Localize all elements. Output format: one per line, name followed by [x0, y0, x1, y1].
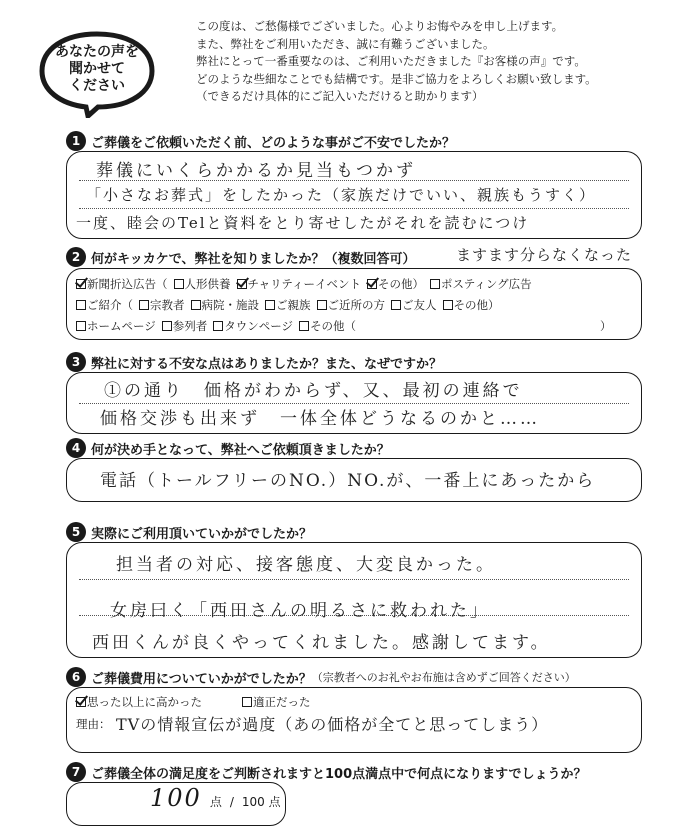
- checkbox-label: ご近所の方: [327, 298, 385, 312]
- score-display: [150, 784, 281, 812]
- score-unit: 点: [209, 795, 222, 809]
- checkbox-other-2[interactable]: [443, 297, 500, 313]
- score-slash: /: [229, 795, 234, 809]
- handwritten-reason: TVの情報宣伝が過度（あの価格が全てと思ってしまう）: [116, 715, 549, 734]
- bubble-text: [38, 44, 156, 95]
- checkbox-neighbors[interactable]: [317, 297, 386, 313]
- checkbox-label: ホームページ: [87, 319, 156, 333]
- checkbox-unchecked[interactable]: [213, 321, 223, 331]
- checkbox-clergy[interactable]: [139, 297, 185, 313]
- checkbox-unchecked[interactable]: [443, 300, 453, 310]
- intro-line: この度は、ご愁傷様でございました。心よりお悔やみを申し上げます。: [196, 19, 564, 33]
- bubble-line-1: あなたの声を: [55, 44, 139, 60]
- question-number: 1: [66, 131, 86, 151]
- checkbox-relatives[interactable]: [265, 297, 311, 313]
- question-2-heading: [66, 247, 415, 267]
- checkbox-doll-memorial[interactable]: [174, 276, 231, 292]
- checkbox-townpage[interactable]: [213, 318, 293, 334]
- close-paren: ）: [600, 319, 612, 333]
- checkbox-newspaper[interactable]: [76, 276, 168, 292]
- handwritten-answer: ①の通り 価格がわからず、又、最初の連絡で: [104, 381, 523, 401]
- checkbox-label: その他（: [310, 319, 357, 333]
- intro-line: また、弊社をご利用いただき、誠に有難うございました。: [196, 36, 495, 51]
- checkbox-row-2: [76, 297, 506, 313]
- checkbox-unchecked[interactable]: [265, 300, 275, 310]
- handwritten-answer: 葬儀にいくらかかるか見当もつかず: [96, 161, 416, 181]
- checkbox-other-3[interactable]: [299, 318, 356, 334]
- checkbox-unchecked[interactable]: [139, 300, 149, 310]
- question-number: 3: [66, 352, 86, 372]
- checkbox-label: タウンページ: [224, 319, 294, 333]
- checkbox-charity-event[interactable]: [237, 276, 362, 292]
- checkbox-unchecked[interactable]: [430, 279, 440, 289]
- bubble-line-2: 聞かせて: [69, 61, 125, 77]
- checkbox-label: 病院・施設: [201, 298, 259, 312]
- handwritten-score: 100: [150, 784, 202, 812]
- question-6-heading: [66, 667, 576, 687]
- checkbox-label: 人形供養: [184, 277, 231, 291]
- checkbox-label: その他）: [453, 298, 500, 312]
- reason-label: 理由：: [76, 717, 111, 731]
- checkbox-label: ご友人: [402, 298, 437, 312]
- checkbox-checked[interactable]: [367, 279, 377, 289]
- question-7-text: ご葬儀全体の満足度をご判断されますと100点満点中で何点になりますでしょうか？: [91, 766, 587, 782]
- intro-line: どのような些細なことでも結構です。是非ご協力をよろしくお願い致します。: [196, 71, 597, 86]
- checkbox-checked[interactable]: [237, 279, 247, 289]
- checkbox-row-1: [76, 276, 538, 292]
- question-5-text: 実際にご利用頂いていかがでしたか？: [91, 526, 313, 542]
- checkbox-label: チャリティーイベント: [247, 277, 362, 291]
- checkbox-label: 参列者: [172, 319, 208, 333]
- question-6-text: ご葬儀費用についていかがでしたか？: [91, 671, 312, 687]
- question-1-text: ご葬儀をご依頼いただく前、どのような事がご不安でしたか？: [91, 135, 456, 151]
- handwritten-answer: 女房曰く「西田さんの明るさに救われた」: [110, 601, 490, 621]
- ruled-line: [79, 208, 629, 209]
- checkbox-too-expensive[interactable]: [76, 694, 202, 710]
- ruled-line: [79, 579, 629, 580]
- question-3-heading: [66, 352, 442, 372]
- question-6-note: （宗教者へのお礼やお布施は含めずご回答ください）: [311, 671, 576, 684]
- checkbox-unchecked[interactable]: [174, 279, 184, 289]
- checkbox-attendee[interactable]: [162, 318, 208, 334]
- handwritten-answer: 一度、睦会のTelと資料をとり寄せしたがそれを読むにつけ: [76, 214, 530, 232]
- question-4-heading: [66, 438, 390, 458]
- intro-line: （できるだけ具体的にご記入いただけると助かります）: [196, 89, 484, 103]
- question-number: 2: [66, 247, 86, 267]
- checkbox-checked[interactable]: [76, 279, 86, 289]
- intro-text: [196, 18, 666, 106]
- intro-line: 弊社にとって一番重要なのは、ご利用いただきました『お客様の声』です。: [196, 54, 586, 68]
- checkbox-unchecked[interactable]: [317, 300, 327, 310]
- checkbox-unchecked[interactable]: [242, 697, 252, 707]
- checkbox-label: ご親族: [276, 298, 311, 312]
- question-3-text: 弊社に対する不安な点はありましたか？また、なぜですか？: [91, 356, 443, 372]
- checkbox-checked[interactable]: [76, 697, 86, 707]
- checkbox-label: 適正だった: [253, 695, 311, 709]
- question-number: 6: [66, 667, 86, 687]
- checkbox-unchecked[interactable]: [299, 321, 309, 331]
- bubble-line-3: ください: [69, 78, 125, 94]
- checkbox-friends[interactable]: [391, 297, 437, 313]
- checkbox-label: ポスティング広告: [441, 277, 532, 291]
- question-2-text: 何がキッカケで、弊社を知りましたか？（複数回答可）: [91, 251, 416, 267]
- handwritten-answer: 「小さなお葬式」をしたかった（家族だけでいい、親族もうすく）: [86, 186, 597, 204]
- checkbox-posting-ad[interactable]: [430, 276, 532, 292]
- question-number: 4: [66, 438, 86, 458]
- handwritten-answer: 価格交渉も出来ず 一体全体どうなるのかと……: [100, 409, 540, 429]
- checkbox-unchecked[interactable]: [391, 300, 401, 310]
- checkbox-homepage[interactable]: [76, 318, 156, 334]
- checkbox-label: 宗教者: [150, 298, 185, 312]
- checkbox-appropriate[interactable]: [242, 694, 311, 710]
- checkbox-label: 新聞折込広告（: [87, 277, 168, 291]
- checkbox-unchecked[interactable]: [191, 300, 201, 310]
- question-1-heading: [66, 131, 455, 151]
- checkbox-row-cost: [76, 694, 317, 710]
- question-number: 7: [66, 762, 86, 782]
- checkbox-label: ご紹介（: [87, 298, 133, 312]
- score-max: 100 点: [241, 795, 281, 809]
- checkbox-other-1[interactable]: [367, 276, 424, 292]
- checkbox-row-3: [76, 318, 362, 334]
- handwritten-answer: 担当者の対応、接客態度、大変良かった。: [116, 555, 496, 575]
- handwritten-answer: 西田くんが良くやってくれました。感謝してます。: [92, 633, 551, 653]
- question-7-heading: [66, 762, 587, 782]
- question-5-heading: [66, 522, 312, 542]
- checkbox-hospital[interactable]: [191, 297, 260, 313]
- voice-bubble: [38, 30, 156, 118]
- checkbox-unchecked[interactable]: [76, 300, 86, 310]
- checkbox-referral[interactable]: [76, 297, 133, 313]
- handwritten-overflow: ますます分らなくなった: [456, 246, 633, 264]
- checkbox-label: その他）: [378, 277, 425, 291]
- question-4-text: 何が決め手となって、弊社へご依頼頂きましたか？: [91, 442, 390, 458]
- handwritten-answer: 電話（トールフリーのNO.）NO.が、一番上にあったから: [100, 471, 596, 491]
- checkbox-label: 思った以上に高かった: [87, 695, 202, 709]
- checkbox-unchecked[interactable]: [162, 321, 172, 331]
- checkbox-unchecked[interactable]: [76, 321, 86, 331]
- question-number: 5: [66, 522, 86, 542]
